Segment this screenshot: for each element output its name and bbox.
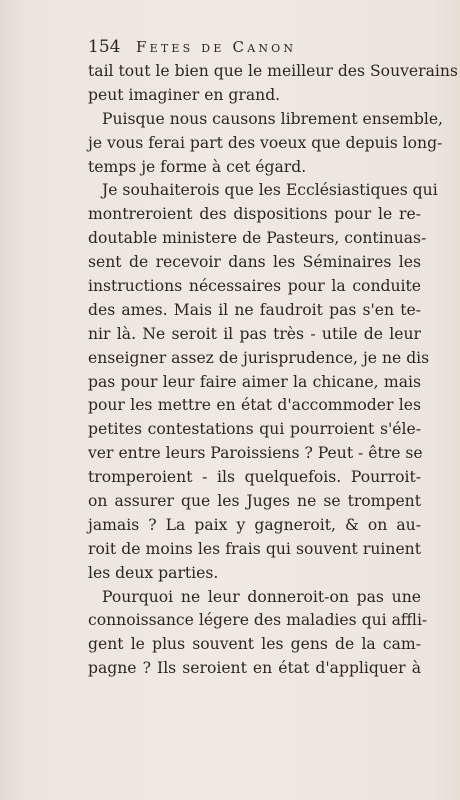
paragraph xyxy=(88,108,443,180)
text-line: ver entre leurs Paroissiens ? Peut - être se xyxy=(88,444,423,463)
text-line: petites contestations qui pourroient s'éle- xyxy=(88,420,421,439)
paragraph xyxy=(88,586,428,682)
text-line: pour les mettre en état d'accommoder les xyxy=(88,396,421,415)
text-line: connoissance légere des maladies qui affli- xyxy=(88,611,428,630)
text-line: enseigner assez de jurisprudence, je ne dis xyxy=(88,348,430,367)
text-line: jamais ? La paix y gagneroit, & on au- xyxy=(88,515,421,534)
running-title: Fetes de Canon xyxy=(136,38,297,56)
text-line: pagne ? Ils seroient en état d'appliquer à xyxy=(88,659,421,678)
text-line: sent de recevoir dans les Séminaires les xyxy=(88,253,421,272)
text-line: des ames. Mais il ne faudroit pas s'en te- xyxy=(88,300,421,319)
text-line: montreroient des dispositions pour le re- xyxy=(88,205,421,224)
text-line: les deux parties. xyxy=(88,563,219,582)
text-line: nir là. Ne seroit il pas très - utile de leur xyxy=(88,324,421,343)
text-block xyxy=(88,34,458,681)
text-line: Pourquoi ne leur donneroit-on pas une xyxy=(102,587,421,606)
paragraph xyxy=(88,179,438,585)
text-line: Je souhaiterois que les Ecclésiastiques qui xyxy=(102,181,438,200)
paragraph xyxy=(88,60,458,108)
text-line: on assurer que les Juges ne se trompent xyxy=(88,492,421,511)
text-line: instructions nécessaires pour la conduite xyxy=(88,277,421,296)
page-header xyxy=(88,34,421,60)
text-line: je vous ferai part des voeux que depuis long- xyxy=(88,133,443,152)
text-line: tromperoient - ils quelquefois. Pourroit- xyxy=(88,468,421,487)
text-line: doutable ministere de Pasteurs, continuas- xyxy=(88,229,427,248)
text-line: gent le plus souvent les gens de la cam- xyxy=(88,635,421,654)
text-line: pas pour leur faire aimer la chicane, mais xyxy=(88,372,421,391)
text-line: peut imaginer en grand. xyxy=(88,85,281,104)
page-number: 154 xyxy=(88,37,121,57)
text-line: temps je forme à cet égard. xyxy=(88,157,307,176)
text-line: roit de moins les frais qui souvent ruinent xyxy=(88,539,421,558)
text-line: tail tout le bien que le meilleur des Souverains xyxy=(88,62,458,80)
text-line: Puisque nous causons librement ensemble, xyxy=(102,109,443,128)
